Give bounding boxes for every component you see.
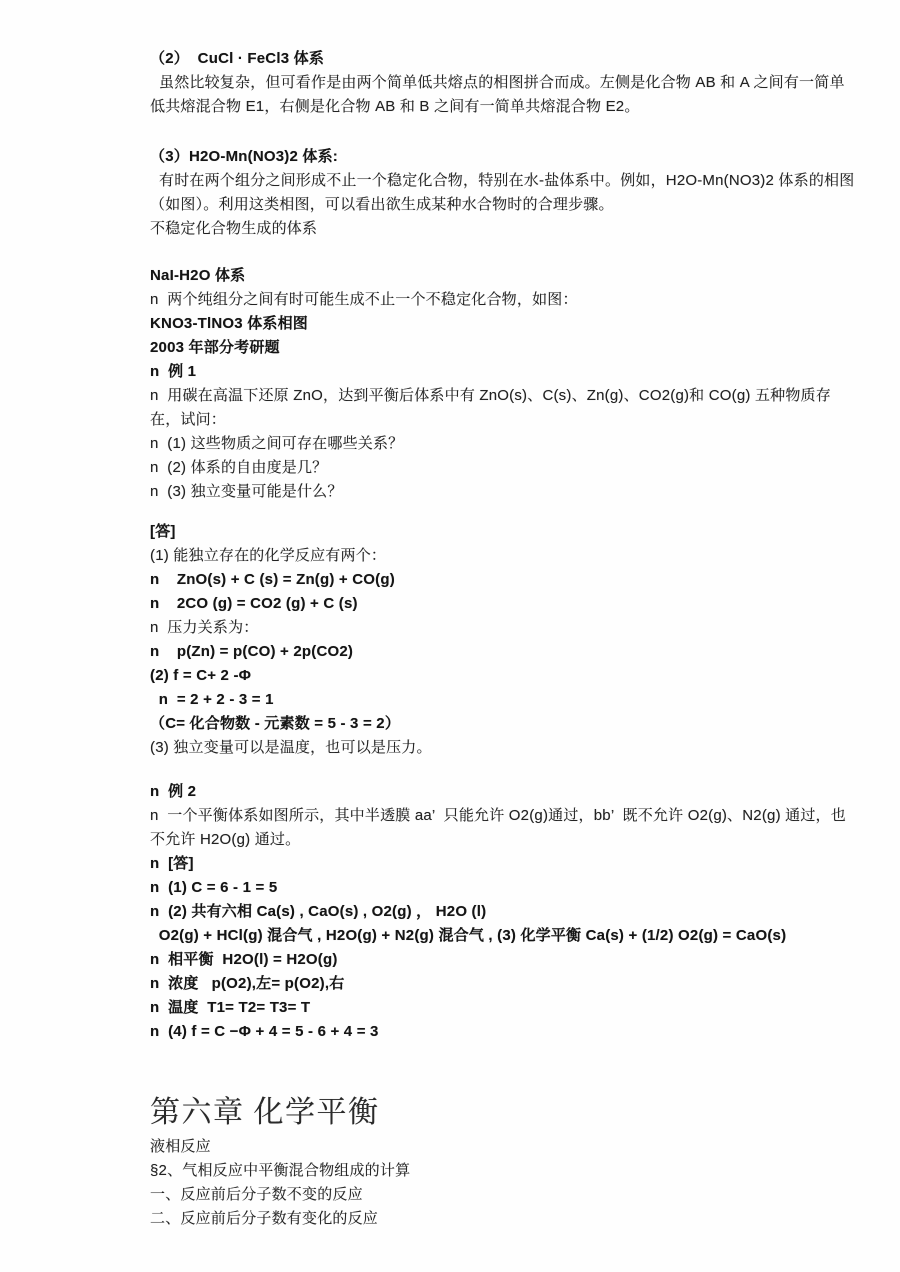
text-line: 不稳定化合物生成的体系 (150, 220, 318, 237)
bullet-line: n 例 1 (150, 363, 197, 380)
bullet-line: n (1) 这些物质之间可存在哪些关系？ (150, 435, 404, 452)
bullet-line: n 用碳在高温下还原 ZnO，达到平衡后体系中有 ZnO(s)、C(s)、Zn(g)、CO2(g)和 CO(g) 五种物质存在，试问： (150, 387, 831, 428)
paragraph: 虽然比较复杂，但可看作是由两个简单低共熔点的相图拼合而成。左侧是化合物 AB 和 A 之间有一简单低共熔混合物 E1，右侧是化合物 AB 和 B 之间有一简单共熔混合物 E2。 (150, 74, 845, 115)
section-heading: 二、反应前后分子数有变化的反应 (150, 1210, 379, 1227)
bullet-line: n 例 2 (150, 783, 197, 800)
heading-line: NaI-H2O 体系 (150, 267, 246, 284)
formula-line: （C= 化合物数 - 元素数 = 5 - 3 = 2） (150, 715, 401, 732)
section-heading: §2、气相反应中平衡混合物组成的计算 (150, 1162, 411, 1179)
formula-line: n = 2 + 2 - 3 = 1 (150, 691, 274, 708)
text-line: (1) 能独立存在的化学反应有两个： (150, 547, 387, 564)
formula-line: n (1) C = 6 - 1 = 5 (150, 879, 278, 896)
formula-line: (2) f = C+ 2 -Φ (150, 667, 252, 684)
formula-line: n (4) f = C −Φ + 4 = 5 - 6 + 4 = 3 (150, 1023, 379, 1040)
text-line: (3) 独立变量可以是温度，也可以是压力。 (150, 739, 432, 756)
bullet-line: n 压力关系为： (150, 619, 259, 636)
text-line: 液相反应 (150, 1138, 211, 1155)
formula-line: n 相平衡 H2O(l) = H2O(g) (150, 951, 338, 968)
formula-line: n (2) 共有六相 Ca(s) , CaO(s) , O2(g) ， H2O (l) (150, 903, 487, 920)
formula-line: n 2CO (g) = CO2 (g) + C (s) (150, 595, 358, 612)
heading-line: 2003 年部分考研题 (150, 339, 280, 356)
formula-line: O2(g) + HCl(g) 混合气 , H2O(g) + N2(g) 混合气 , (3) 化学平衡 Ca(s) + (1/2) O2(g) = CaO(s) (150, 927, 787, 944)
bullet-line: n (2) 体系的自由度是几？ (150, 459, 328, 476)
heading-line: （3）H2O-Mn(NO3)2 体系: (150, 148, 338, 165)
section-heading: 一、反应前后分子数不变的反应 (150, 1186, 363, 1203)
heading-line: （2） CuCl · FeCl3 体系 (150, 50, 325, 67)
bullet-line: n 两个纯组分之间有时可能生成不止一个不稳定化合物，如图： (150, 291, 578, 308)
bullet-line: n (3) 独立变量可能是什么？ (150, 483, 343, 500)
formula-line: n p(Zn) = p(CO) + 2p(CO2) (150, 643, 354, 660)
chapter-title: 第六章 化学平衡 (150, 1096, 380, 1129)
heading-line: [答] (150, 523, 176, 540)
formula-line: n 浓度 p(O2),左= p(O2),右 (150, 975, 345, 992)
formula-line: n 温度 T1= T2= T3= T (150, 999, 311, 1016)
bullet-line: n 一个平衡体系如图所示，其中半透膜 aa’ 只能允许 O2(g)通过，bb’ 既不允许 O2(g)、N2(g) 通过，也不允许 H2O(g) 通过。 (150, 807, 846, 848)
formula-line: n ZnO(s) + C (s) = Zn(g) + CO(g) (150, 571, 395, 588)
paragraph: 有时在两个组分之间形成不止一个稳定化合物，特别在水-盐体系中。例如，H2O-Mn(NO3)2 体系的相图（如图）。利用这类相图，可以看出欲生成某种水合物时的合理步骤。 (150, 172, 855, 213)
bullet-line: n [答] (150, 855, 194, 872)
heading-line: KNO3-TlNO3 体系相图 (150, 315, 309, 332)
